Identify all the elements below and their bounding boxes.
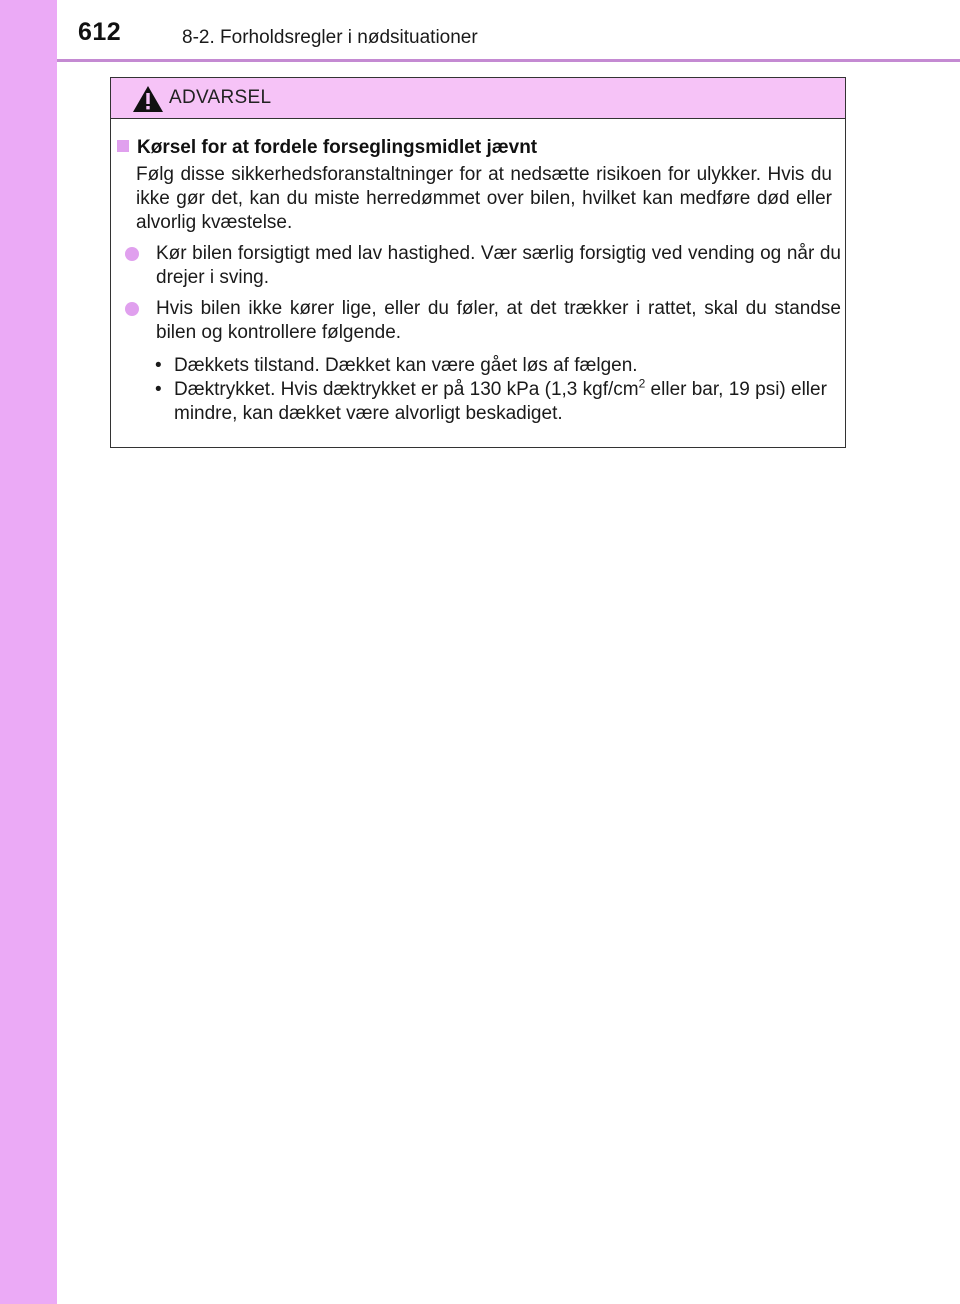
check-item-text: Dækkets tilstand. Dækket kan være gået løs af fælgen. [174,355,638,376]
warning-header [111,78,845,119]
section-title: 8-2. Forholdsregler i nødsituationer [182,27,478,48]
round-bullet-icon [125,302,139,316]
check-item-text [174,378,841,426]
warning-box [110,77,846,448]
dot-bullet-icon: • [155,355,162,376]
page-side-strip [0,0,57,1304]
page-number: 612 [78,18,122,46]
list-item [125,297,841,345]
check-text-part: Dæktrykket. Hvis dæktrykket er på 130 kPa (1,3 kgf/cm [174,379,639,400]
round-bullet-icon [125,247,139,261]
warning-triangle-icon [131,84,165,114]
warning-heading [117,137,537,159]
square-bullet-icon [117,140,129,152]
header-divider [57,59,960,62]
warning-heading-text: Kørsel for at fordele forseglingsmidlet jævnt [137,137,538,158]
dot-bullet-icon: • [155,379,162,400]
list-item-text: Hvis bilen ikke kører lige, eller du føler, at det trækker i rattet, skal du standse bilen og kontrollere følgende. [156,298,841,343]
warning-intro: Følg disse sikkerhedsforanstaltninger for at nedsætte risikoen for ulykker. Hvis du ikke gør det, kan du miste herredømmet over bilen, hvilket kan medføre død eller alvorlig kvæstelse. [136,164,832,233]
superscript: 2 [638,376,646,391]
check-item [155,378,841,426]
check-item [155,354,841,378]
check-text-part: eller bar, 19 psi) eller mindre, kan dækket være alvorligt beskadiget. [174,379,827,424]
warning-label: ADVARSEL [169,87,272,108]
list-item [125,242,841,290]
list-item-text: Kør bilen forsigtigt med lav hastighed. Vær særlig forsigtig ved vending og når du drejer i sving. [156,243,841,288]
